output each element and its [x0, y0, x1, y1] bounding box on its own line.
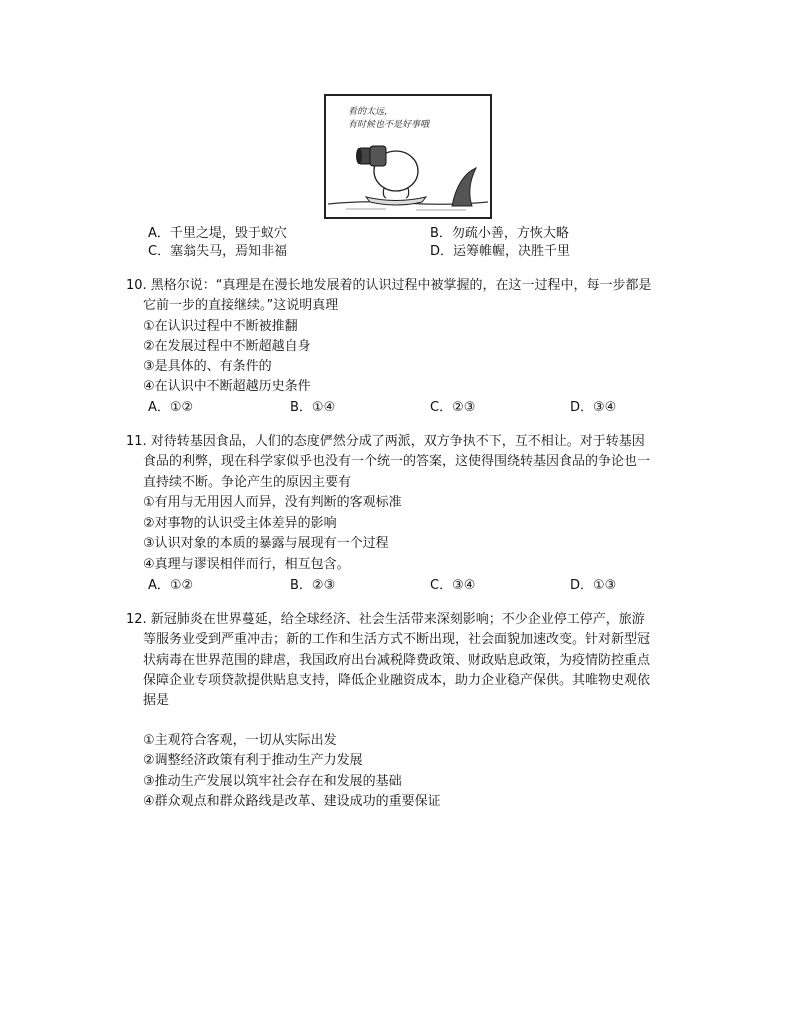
q12-stem-line-5: 据是: [143, 693, 170, 708]
q12-statement-4: ④群众观点和群众路线是改革、建设成功的重要保证: [143, 794, 441, 809]
q12-stem-line-1: 12. 新冠肺炎在世界蔓延，给全球经济、社会生活带来深刻影响；不少企业停工停产，旅游: [126, 612, 645, 627]
q12-stem-line-3: 状病毒在世界范围的肆虐，我国政府出台减税降费政策、财政贴息政策，为疫情防控重点: [143, 653, 651, 668]
q10-choice-b: B．①④: [290, 400, 336, 415]
q10-choice-d: D．③④: [570, 400, 617, 415]
q10-stem-line-1: 10. 黑格尔说：“真理是在漫长地发展着的认识过程中被掌握的，在这一过程中，每一步都是: [126, 278, 652, 293]
q11-choice-b: B．②③: [290, 578, 336, 593]
q11-statement-3: ③认识对象的本质的暴露与展现有一个过程: [143, 536, 389, 551]
q9-option-c: C．塞翁失马，焉知非福: [148, 244, 288, 259]
q11-stem-line-2: 食品的利弊，现在科学家似乎也没有一个统一的答案，这使得围绕转基因食品的争论也一: [143, 454, 651, 469]
q11-stem-line-1: 11. 对待转基因食品，人们的态度俨然分成了两派，双方争执不下，互不相让。对于转基因: [126, 434, 645, 449]
q11-statement-1: ①有用与无用因人而异，没有判断的客观标准: [143, 495, 402, 510]
q10-choice-c: C．②③: [430, 400, 476, 415]
q12-statement-1: ①主观符合客观，一切从实际出发: [143, 733, 337, 748]
q10-statement-2: ②在发展过程中不断超越自身: [143, 339, 311, 354]
q9-option-a: A．千里之堤，毁于蚁穴: [148, 226, 287, 241]
cartoon-caption: 看的太远， 有时候也不是好事哦: [348, 107, 430, 130]
q11-choice-d: D．①③: [570, 578, 617, 593]
q9-option-b: B．勿疏小善，方恢大略: [430, 226, 569, 241]
q10-statement-1: ①在认识过程中不断被推翻: [143, 319, 298, 334]
q11-choice-c: C．③④: [430, 578, 476, 593]
q12-stem-line-2: 等服务业受到严重冲击；新的工作和生活方式不断出现，社会面貌加速改变。针对新型冠: [143, 632, 651, 647]
q9-option-d: D．运筹帷幄，决胜千里: [430, 244, 571, 259]
q12-stem-line-4: 保障企业专项贷款提供贴息支持，降低企业融资成本，助力企业稳产保供。其唯物史观依: [143, 673, 651, 688]
q11-statement-4: ④真理与谬误相伴而行，相互包含。: [143, 557, 350, 572]
q11-stem-line-3: 直持续不断。争论产生的原因主要有: [143, 475, 352, 490]
q10-statement-3: ③是具体的、有条件的: [143, 359, 272, 374]
q10-choice-a: A．①②: [148, 400, 194, 415]
q10-stem-line-2: 它前一步的直接继续。”这说明真理: [143, 298, 339, 313]
q11-choice-a: A．①②: [148, 578, 194, 593]
q11-statement-2: ②对事物的认识受主体差异的影响: [143, 516, 337, 531]
cartoon-image: [324, 94, 492, 219]
q12-statement-2: ②调整经济政策有利于推动生产力发展: [143, 753, 363, 768]
q12-statement-3: ③推动生产发展以筑牢社会存在和发展的基础: [143, 774, 402, 789]
q10-statement-4: ④在认识中不断超越历史条件: [143, 379, 311, 394]
